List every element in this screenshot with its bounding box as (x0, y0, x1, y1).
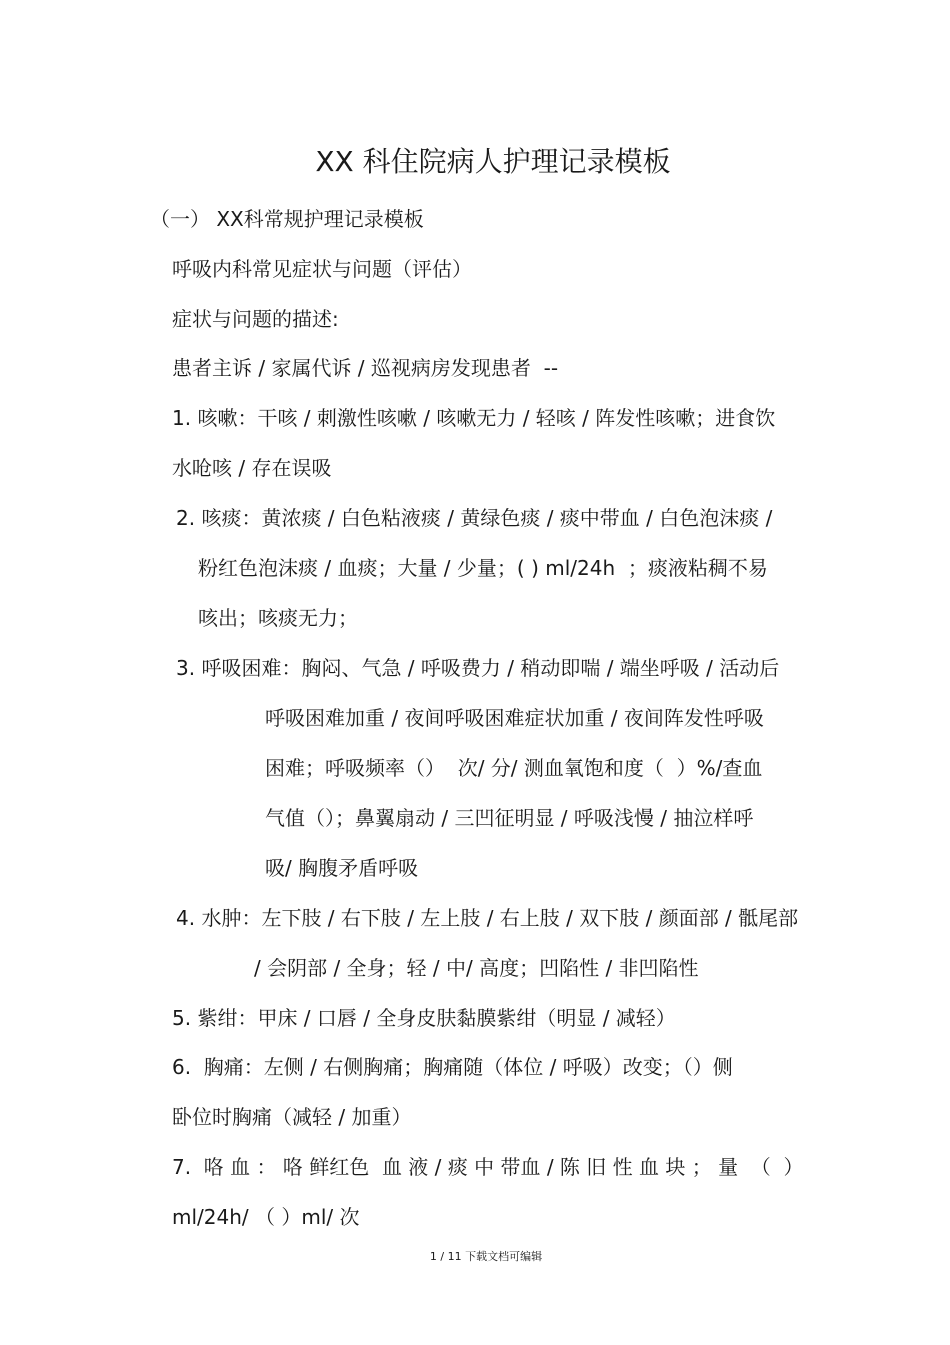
item-sputum-cont: 咳出；咳痰无力； (198, 606, 358, 630)
item-hemoptysis: 7. 咯 血 ： 咯 鲜红色 血 液 / 痰 中 带血 / 陈 旧 性 血 块 ； 量 （ ） (172, 1155, 804, 1179)
item-dyspnea-cont: 吸/ 胸腹矛盾呼吸 (265, 856, 419, 880)
item-chest-pain-cont: 卧位时胸痛（减轻 / 加重） (172, 1105, 412, 1129)
item-cough-cont: 水呛咳 / 存在误吸 (172, 456, 332, 480)
item-sputum: 2. 咳痰：黄浓痰 / 白色粘液痰 / 黄绿色痰 / 痰中带血 / 白色泡沫痰 / (176, 506, 773, 530)
item-chest-pain: 6. 胸痛：左侧 / 右侧胸痛；胸痛随（体位 / 呼吸）改变；（）侧 (172, 1055, 733, 1079)
item-edema: 4. 水肿：左下肢 / 右下肢 / 左上肢 / 右上肢 / 双下肢 / 颜面部 / 骶尾部 (176, 906, 799, 930)
item-cyanosis: 5. 紫绀：甲床 / 口唇 / 全身皮肤黏膜紫绀（明显 / 减轻） (172, 1006, 676, 1030)
section-heading: （一） XX科常规护理记录模板 (150, 207, 424, 231)
item-cough: 1. 咳嗽：干咳 / 刺激性咳嗽 / 咳嗽无力 / 轻咳 / 阵发性咳嗽；进食饮 (172, 406, 776, 430)
item-edema-cont: / 会阴部 / 全身；轻 / 中/ 高度；凹陷性 / 非凹陷性 (254, 956, 699, 980)
item-dyspnea-cont: 困难；呼吸频率（） 次/ 分/ 测血氧饱和度（ ）%/查血 (265, 756, 763, 780)
item-dyspnea: 3. 呼吸困难：胸闷、气急 / 呼吸费力 / 稍动即喘 / 端坐呼吸 / 活动后 (176, 656, 780, 680)
document-title: XX 科住院病人护理记录模板 (315, 145, 671, 178)
item-hemoptysis-cont: ml/24h/ （ ）ml/ 次 (172, 1205, 360, 1229)
item-sputum-cont: 粉红色泡沫痰 / 血痰；大量 / 少量；( ) ml/24h ；痰液粘稠不易 (198, 556, 768, 580)
text-line: 症状与问题的描述: (172, 307, 339, 331)
text-line: 呼吸内科常见症状与问题（评估） (172, 257, 472, 281)
text-line: 患者主诉 / 家属代诉 / 巡视病房发现患者 -- (172, 356, 559, 380)
item-dyspnea-cont: 呼吸困难加重 / 夜间呼吸困难症状加重 / 夜间阵发性呼吸 (265, 706, 764, 730)
page-footer: 1 / 11 下载文档可编辑 (429, 1250, 543, 1263)
item-dyspnea-cont: 气值（）；鼻翼扇动 / 三凹征明显 / 呼吸浅慢 / 抽泣样呼 (265, 806, 754, 830)
